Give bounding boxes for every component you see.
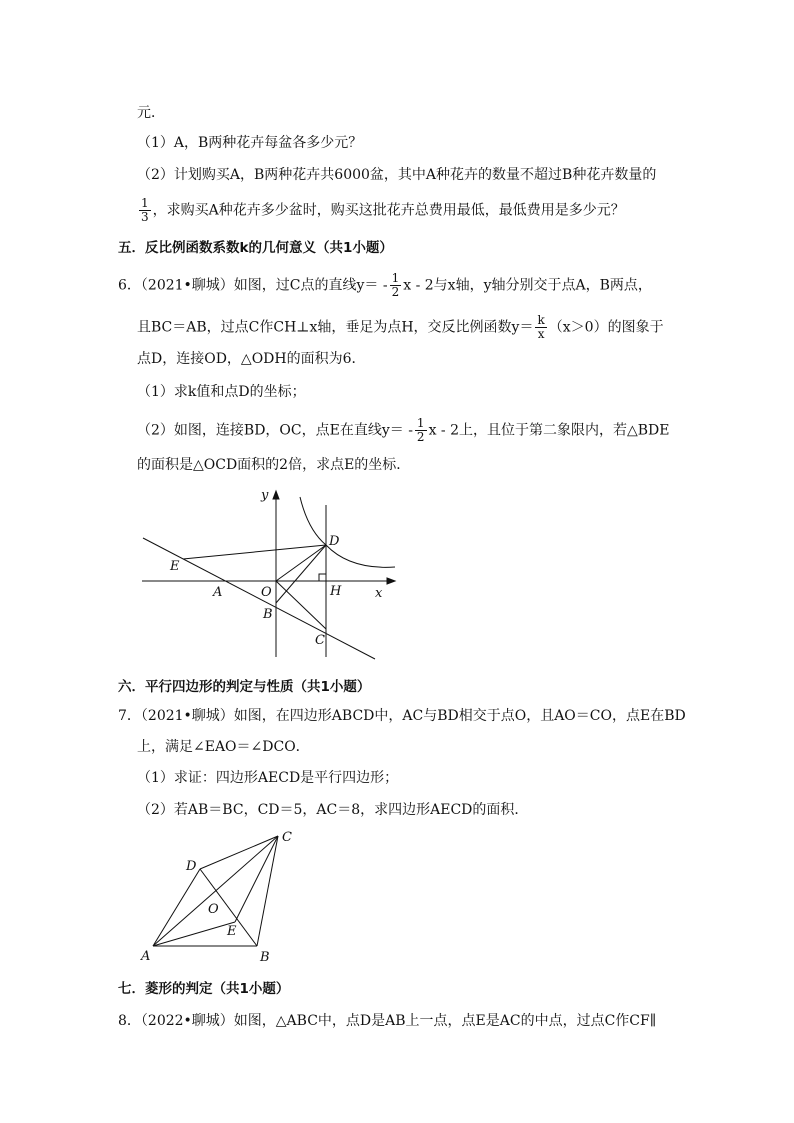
fig-label-H: H <box>330 584 342 599</box>
q6-line3: 点D，连接OD，△ODH的面积为6． <box>137 351 366 367</box>
q6-line2: 且BC＝AB，过点C作CH⊥x轴，垂足为点H，交反比例函数y＝ $\frac{k}{x}$ （x＞0）的图象于 <box>137 313 664 341</box>
fig-label-E: E <box>227 924 237 939</box>
q7-line2: 上，满足∠EAO＝∠DCO． <box>137 739 310 755</box>
q6-part2-cont: 的面积是△OCD面积的2倍，求点E的坐标． <box>137 457 411 473</box>
q5-part2-cont: $\frac{1}{3}$ ，求购买A种花卉多少盆时，购买这批花卉总费用最低，最低费用是多少元？ <box>141 196 625 224</box>
q8-line1: 8．（2022•聊城）如图，△ABC中，点D是AB上一点，点E是AC的中点，过点C作CF∥ <box>118 1013 657 1029</box>
fig-label-D: D <box>329 534 340 549</box>
q6-line1: 6．（2021•聊城）如图，过C点的直线y＝ - $\frac{1}{2}$ x - 2与x轴，y轴分别交于点A，B两点， <box>118 271 652 299</box>
fig-label-B: B <box>263 607 273 622</box>
q5-part2: （2）计划购买A，B两种花卉共6000盆，其中A种花卉的数量不超过B种花卉数量的 <box>137 167 657 183</box>
fig-label-E: E <box>170 559 180 574</box>
fraction: $\frac{1}{3}$ <box>141 196 149 224</box>
fig-label-O: O <box>261 585 272 600</box>
fraction: $\frac{1}{2}$ <box>416 416 425 444</box>
q5-tail-line: 元． <box>137 105 165 121</box>
fig-label-B: B <box>260 950 270 965</box>
q6-part2: （2）如图，连接BD，OC，点E在直线y＝ - $\frac{1}{2}$ x - 2上，且位于第二象限内，若△BDE <box>137 416 670 444</box>
fig-label-D: D <box>186 859 197 874</box>
q6-part1: （1）求k值和点D的坐标； <box>137 384 306 400</box>
q7-part2: （2）若AB＝BC，CD＝5，AC＝8，求四边形AECD的面积． <box>137 802 529 818</box>
fig-label-y: y <box>261 488 269 503</box>
fraction: $\frac{k}{x}$ <box>537 313 545 341</box>
q7-part1: （1）求证：四边形AECD是平行四边形； <box>137 770 399 786</box>
fraction: $\frac{1}{2}$ <box>391 271 400 299</box>
fig-label-A: A <box>213 585 223 600</box>
q7-line1: 7．（2021•聊城）如图，在四边形ABCD中，AC与BD相交于点O，且AO＝CO，点E在BD <box>118 708 686 724</box>
fig-label-C: C <box>315 633 325 648</box>
q5-part1: （1）A，B两种花卉每盆各多少元？ <box>137 135 363 151</box>
fig-label-x: x <box>375 586 383 601</box>
section-6-title: 六．平行四边形的判定与性质（共1小题） <box>118 679 371 695</box>
fig-label-A: A <box>141 949 151 964</box>
fig-label-O: O <box>208 902 219 917</box>
fig-label-C: C <box>282 830 292 845</box>
section-7-title: 七．菱形的判定（共1小题） <box>118 981 290 997</box>
section-5-title: 五．反比例函数系数k的几何意义（共1小题） <box>118 240 393 256</box>
